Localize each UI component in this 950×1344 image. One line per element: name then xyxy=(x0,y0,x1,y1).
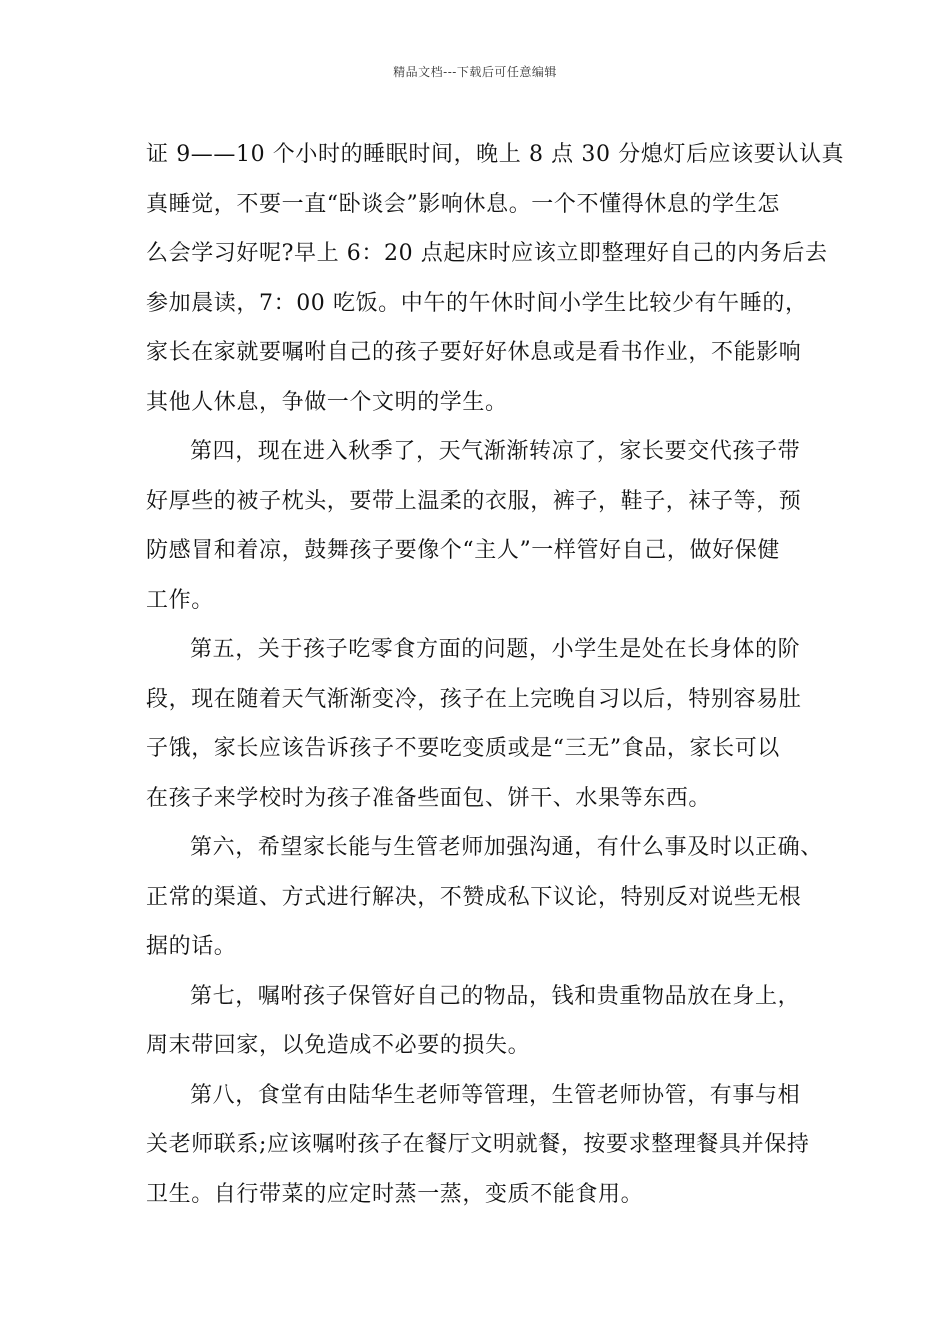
text-line: 卫生。自行带菜的应定时蒸一蒸，变质不能食用。 xyxy=(146,1181,644,1207)
text-line: 防感冒和着凉，鼓舞孩子要像个“主人”一样管好自己，做好保健 xyxy=(146,538,780,563)
text-line: 工作。 xyxy=(146,587,214,613)
text-line: 参加晨读，7：00 吃饭。中午的午休时间小学生比较少有午睡的， xyxy=(146,290,808,316)
text-line: 真睡觉，不要一直“卧谈会”影响休息。一个不懂得休息的学生怎 xyxy=(146,191,780,217)
text-line: 子饿，家长应该告诉孩子不要吃变质或是“三无”食品，家长可以 xyxy=(146,736,780,761)
text-line: 么会学习好呢?早上 6：20 点起床时应该立即整理好自己的内务后去 xyxy=(146,241,828,266)
text-line: 段，现在随着天气渐渐变冷，孩子在上完晚自习以后，特别容易肚 xyxy=(146,686,802,712)
paragraph-start-line: 第八，食堂有由陆华生老师等管理，生管老师协管，有事与相 xyxy=(190,1082,801,1108)
paragraph-start-line: 第六，希望家长能与生管老师加强沟通，有什么事及时以正确、 xyxy=(190,835,823,860)
text-line: 其他人休息，争做一个文明的学生。 xyxy=(146,389,508,415)
text-line: 在孩子来学校时为孩子准备些面包、饼干、水果等东西。 xyxy=(146,785,712,811)
text-line: 据的话。 xyxy=(146,934,237,959)
paragraph-start-line: 第四，现在进入秋季了，天气渐渐转凉了，家长要交代孩子带 xyxy=(190,439,801,464)
paragraph-start-line: 第七，嘱咐孩子保管好自己的物品，钱和贵重物品放在身上， xyxy=(190,983,801,1009)
page-header: 精品文档---下载后可任意编辑 xyxy=(393,65,557,79)
text-line: 家长在家就要嘱咐自己的孩子要好好休息或是看书作业，不能影响 xyxy=(146,340,802,365)
paragraph-start-line: 第五，关于孩子吃零食方面的问题，小学生是处在长身体的阶 xyxy=(190,637,801,662)
document-body xyxy=(146,130,846,1219)
text-line: 关老师联系;应该嘱咐孩子在餐厅文明就餐，按要求整理餐具并保持 xyxy=(146,1132,810,1157)
text-line: 周末带回家，以免造成不必要的损失。 xyxy=(146,1033,531,1058)
text-line: 正常的渠道、方式进行解决，不赞成私下议论，特别反对说些无根 xyxy=(146,884,802,910)
text-line: 好厚些的被子枕头，要带上温柔的衣服，裤子，鞋子，袜子等，预 xyxy=(146,488,802,514)
text-line: 证 9——10 个小时的睡眠时间，晚上 8 点 30 分熄灯后应该要认认真 xyxy=(146,142,845,167)
